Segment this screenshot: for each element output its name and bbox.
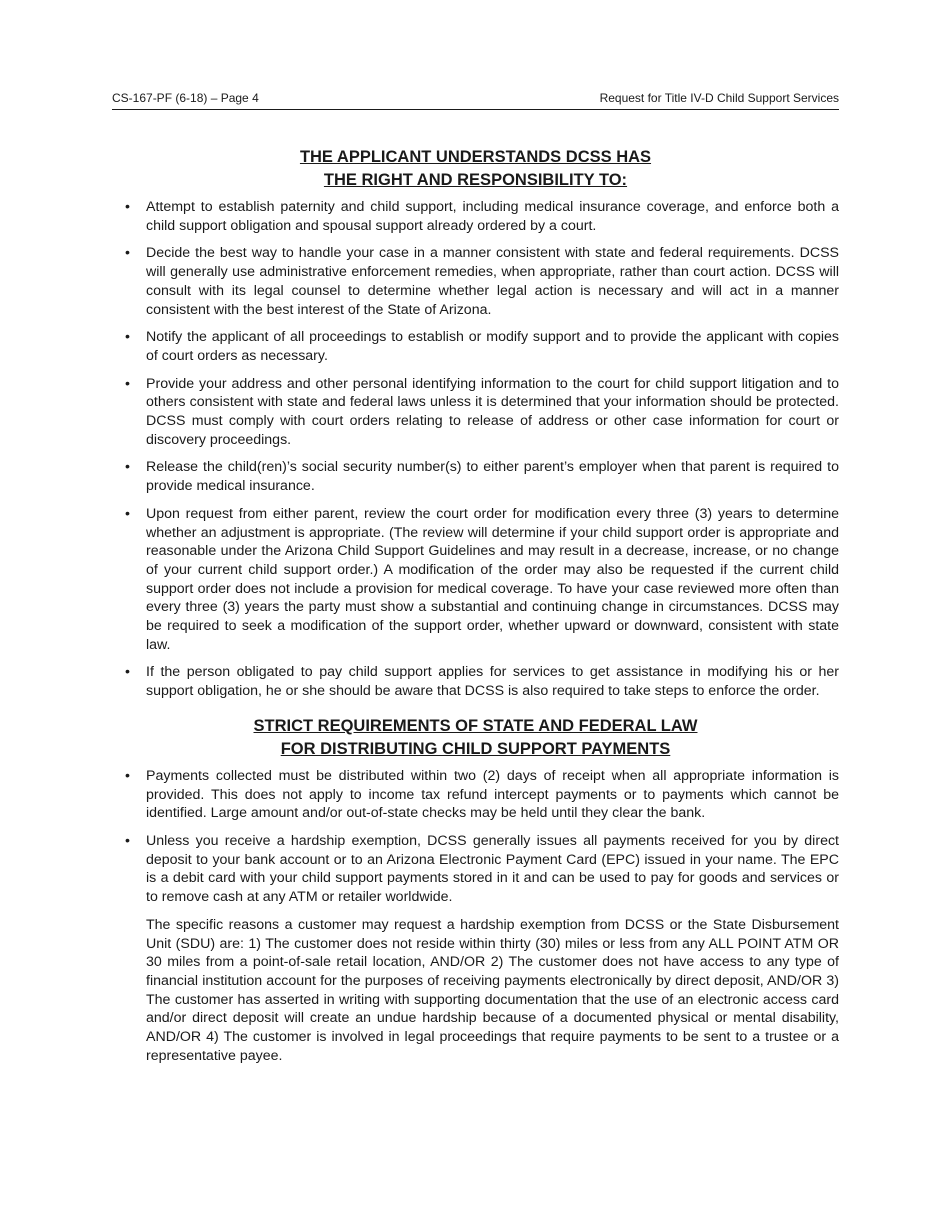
list-item	[112, 375, 839, 450]
section-title-line: FOR DISTRIBUTING CHILD SUPPORT PAYMENTS	[280, 739, 671, 758]
list-item	[112, 328, 839, 365]
section-title-applicant-understands	[112, 146, 839, 192]
bullet-icon: •	[125, 505, 130, 522]
list-item	[112, 663, 839, 700]
section-title-line: STRICT REQUIREMENTS OF STATE AND FEDERAL LAW	[253, 716, 698, 735]
list-item	[112, 505, 839, 655]
list-item-text: Upon request from either parent, review the court order for modification every three (3) years to determine whether an adjustment is appropriate. (The review will determine if your child support order is appropriate and reasonable under the Arizona Child Support Guidelines and may result in a decrease, increase, or no change of your current child support order.) A modification of the order may also be requested if the current child support order does not include a provision for medical coverage. To have your case reviewed more often than every three (3) years the party must show a substantial and continuing change in circumstances. DCSS may be required to seek a modification of the support order, whether upward or downward, consistent with state law.	[146, 505, 839, 653]
list-item-text: Attempt to establish paternity and child support, including medical insurance coverage, and enforce both a child support obligation and spousal support already ordered by a court.	[146, 199, 839, 234]
list-item-text: Provide your address and other personal identifying information to the court for child support litigation and to others consistent with state and federal laws unless it is determined that your information should be protected. DCSS must comply with court orders relating to release of address or other case information for court or discovery proceedings.	[146, 375, 839, 448]
list-item-text: If the person obligated to pay child support applies for services to get assistance in modifying his or her support obligation, he or she should be aware that DCSS is also required to take steps to enforce the order.	[146, 664, 839, 700]
responsibilities-list	[112, 198, 839, 701]
list-item	[112, 458, 839, 495]
page-header	[112, 91, 839, 110]
hardship-exemption-paragraph: The specific reasons a customer may request a hardship exemption from DCSS or the State Disbursement Unit (SDU) are: 1) The customer does not reside within thirty (30) miles or less from any ALL POINT ATM OR 30 miles from a point-of-sale retail location, AND/OR 2) The customer does not have access to any type of financial institution account for the purposes of receiving payments electronically by direct deposit, AND/OR 3) The customer has asserted in writing with supporting documentation that the use of an electronic access card and/or direct deposit will create an undue hardship because of a documented physical or mental disability, AND/OR 4) The customer is involved in legal proceedings that require payments to be sent to a trustee or a representative payee.	[146, 916, 839, 1064]
list-item	[112, 198, 839, 235]
section-title-strict-requirements	[112, 715, 839, 761]
section-title-line: THE RIGHT AND RESPONSIBILITY TO:	[323, 171, 628, 189]
page-content	[112, 146, 839, 1065]
distribution-requirements-list	[112, 767, 839, 907]
bullet-icon: •	[125, 767, 130, 784]
bullet-icon: •	[125, 329, 130, 346]
list-item-text: Payments collected must be distributed within two (2) days of receipt when all appropriate information is provided. This does not apply to income tax refund intercept payments or to payments which cannot be identified. Large amount and/or out-of-state checks may be held until they clear the bank.	[146, 767, 839, 822]
section-title-line: THE APPLICANT UNDERSTANDS DCSS HAS	[299, 148, 652, 166]
list-item	[112, 832, 839, 907]
list-item-text: Release the child(ren)’s social security number(s) to either parent’s employer when that parent is required to provide medical insurance.	[146, 459, 839, 495]
list-item	[112, 244, 839, 319]
bullet-icon: •	[125, 245, 130, 262]
list-item-text: Decide the best way to handle your case in a manner consistent with state and federal requirements. DCSS will generally use administrative enforcement remedies, when appropriate, rather than court action. DCSS will consult with its legal counsel to determine whether legal action is necessary and will act in a manner consistent with the best interest of the State of Arizona.	[146, 245, 839, 318]
list-item-text: Unless you receive a hardship exemption, DCSS generally issues all payments received for you by direct deposit to your bank account or to an Arizona Electronic Payment Card (EPC) issued in your name. The EPC is a debit card with your child support payments stored in it and can be used to pay for goods and services or to remove cash at any ATM or retailer worldwide.	[146, 832, 839, 906]
bullet-icon: •	[125, 375, 130, 392]
bullet-icon: •	[125, 459, 130, 476]
bullet-icon: •	[125, 199, 130, 215]
list-item-text: Notify the applicant of all proceedings to establish or modify support and to provide the applicant with copies of court orders as necessary.	[146, 329, 839, 364]
bullet-icon: •	[125, 832, 130, 849]
list-item	[112, 767, 839, 823]
form-title: Request for Title IV-D Child Support Services	[599, 91, 839, 105]
form-id: CS-167-PF (6-18) – Page 4	[112, 91, 259, 105]
bullet-icon: •	[125, 664, 130, 681]
